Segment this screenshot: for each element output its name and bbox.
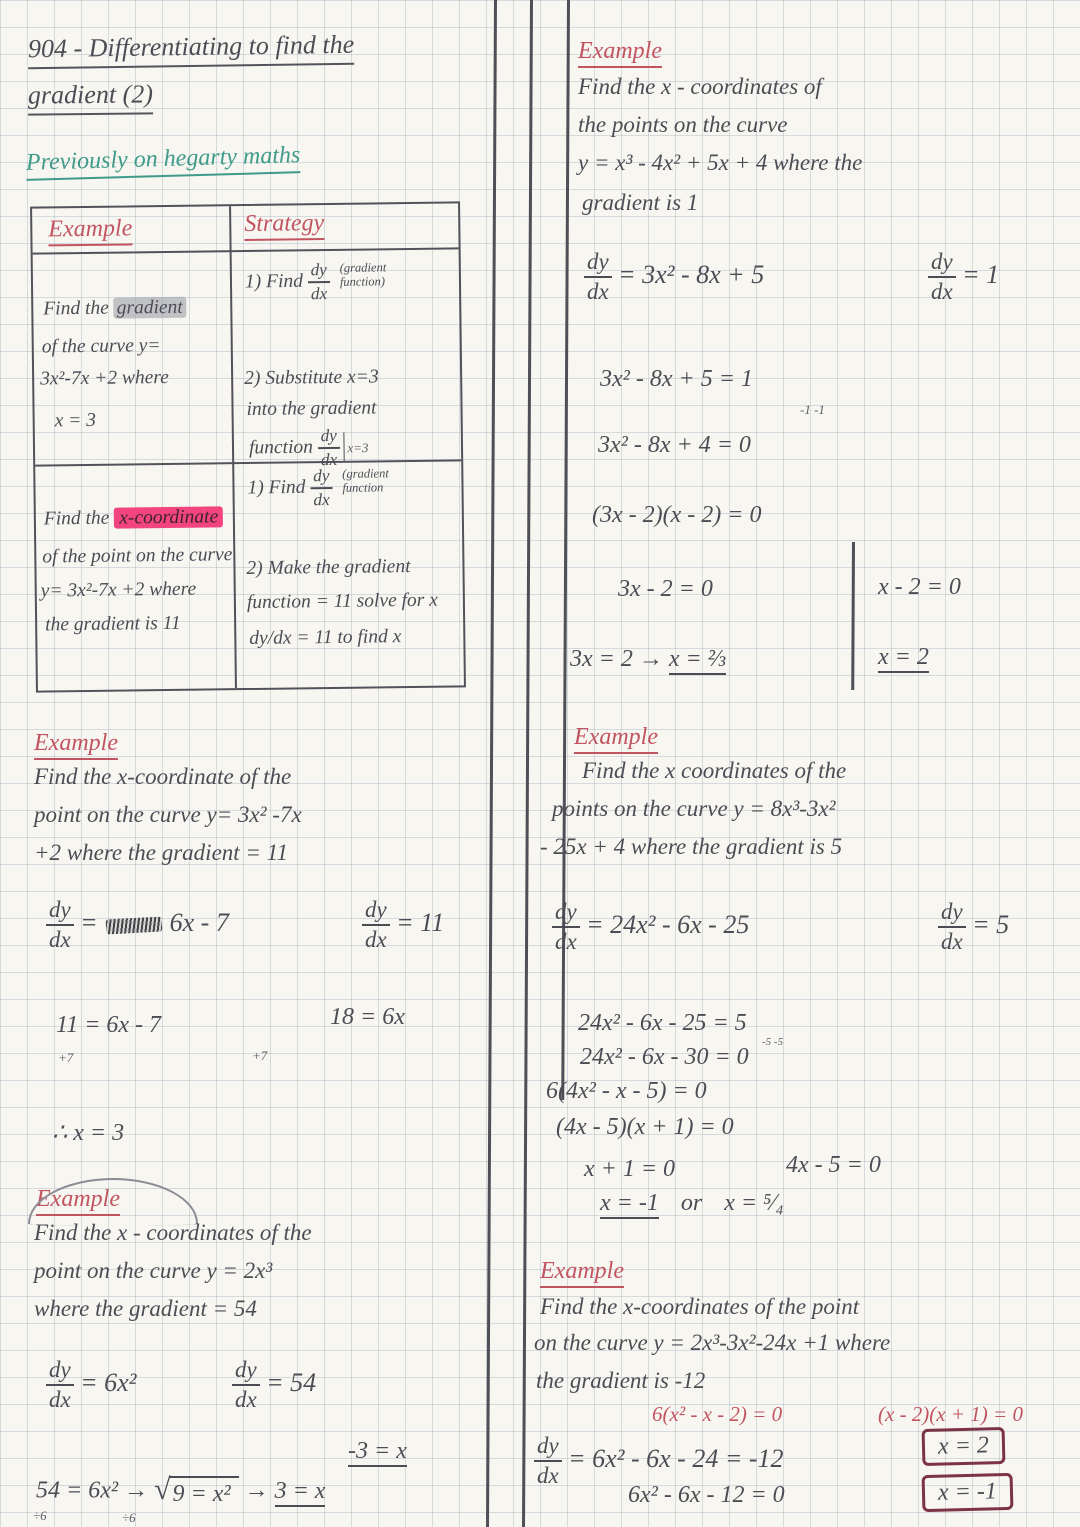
example-heading: Example bbox=[540, 1258, 624, 1288]
right2-case-right: 4x - 5 = 0 bbox=[786, 1152, 881, 1178]
table-header-example: Example bbox=[48, 215, 132, 246]
right3-derivative: $\frac{dy}{dx}$ = 6x² - 6x - 24 = -12 bbox=[534, 1434, 784, 1488]
row1-strategy-step1: 1) Find $\frac{dy}{dx}$ (gradient function) bbox=[244, 260, 387, 304]
dy-dx-fraction: $\frac{dy}{dx}$ bbox=[928, 250, 956, 304]
square-root: √ 9 = x² bbox=[154, 1476, 239, 1508]
example-heading: Example bbox=[578, 38, 662, 68]
right1-derivative: $\frac{dy}{dx}$ = 3x² - 8x + 5 bbox=[584, 250, 764, 304]
right2-line3: - 25x + 4 where the gradient is 5 bbox=[540, 834, 843, 859]
example1-line3: +2 where the gradient = 11 bbox=[34, 840, 288, 865]
row1-strategy-step2-line1: 2) Substitute x=3 bbox=[244, 366, 379, 390]
example1-step1-sub-left: +7 bbox=[58, 1050, 74, 1065]
pink-highlight: x-coordinate bbox=[114, 506, 223, 528]
dy-dx-fraction: $\frac{dy}{dx}$ bbox=[232, 1358, 260, 1412]
right1-step1: 3x² - 8x + 5 = 1 bbox=[600, 366, 753, 392]
row2-example-line2: of the point on the curve bbox=[42, 544, 233, 568]
example1-result: ∴ x = 3 bbox=[52, 1120, 125, 1146]
example1-line2: point on the curve y= 3x² -7x bbox=[34, 802, 302, 827]
example1-line1: Find the x-coordinate of the bbox=[34, 764, 292, 789]
table-header-divider bbox=[33, 247, 459, 255]
right3-line3: the gradient is -12 bbox=[536, 1368, 706, 1393]
right3-red-factor2: (x - 2)(x + 1) = 0 bbox=[878, 1402, 1023, 1426]
dy-dx-fraction: $\frac{dy}{dx}$ bbox=[46, 898, 74, 952]
row1-example-line4: x = 3 bbox=[54, 409, 97, 432]
dy-dx-fraction: $\frac{dy}{dx}$ bbox=[308, 261, 331, 303]
right2-condition: $\frac{dy}{dx}$ = 5 bbox=[938, 900, 1009, 954]
right2-case-left: x + 1 = 0 bbox=[584, 1156, 676, 1182]
x-equals-minus-one: x = -1 bbox=[600, 1190, 659, 1219]
right1-case-right: x - 2 = 0 bbox=[878, 574, 961, 600]
example2-line1: Find the x - coordinates of the bbox=[34, 1220, 312, 1245]
right2-step2: 24x² - 6x - 30 = 0 bbox=[580, 1044, 749, 1070]
gradient-function-note: (gradient function bbox=[342, 466, 389, 496]
example2-line2: point on the curve y = 2x³ bbox=[34, 1258, 273, 1283]
lesson-title-line-1: 904 - Differentiating to find the bbox=[28, 30, 355, 70]
row2-strategy-step2-line2: function = 11 solve for x bbox=[246, 589, 438, 614]
right3-step2: 6x² - 6x - 12 = 0 bbox=[628, 1482, 785, 1508]
dy-dx-fraction: $\frac{dy}{dx}$ bbox=[552, 900, 580, 954]
right3-red-factor1: 6(x² - x - 2) = 0 bbox=[652, 1402, 783, 1426]
example2-positive-result: 3 = x bbox=[275, 1478, 326, 1507]
x-equals-two-thirds: x = ⅔ bbox=[669, 646, 726, 675]
example2-derivative: $\frac{dy}{dx}$ = 6x² bbox=[46, 1358, 136, 1412]
right1-step3: (3x - 2)(x - 2) = 0 bbox=[592, 502, 762, 528]
example1-condition: $\frac{dy}{dx}$ = 11 bbox=[362, 898, 444, 952]
right2-step1: 24x² - 6x - 25 = 5 bbox=[578, 1010, 747, 1036]
right1-line4: gradient is 1 bbox=[582, 190, 699, 215]
row2-strategy-step1: 1) Find $\frac{dy}{dx}$ (gradient function bbox=[247, 466, 389, 510]
dy-dx-fraction: $\frac{dy}{dx}$ bbox=[938, 900, 966, 954]
right2-step4: (4x - 5)(x + 1) = 0 bbox=[556, 1114, 734, 1140]
dy-dx-fraction: $\frac{dy}{dx}$ bbox=[362, 898, 390, 952]
row2-strategy-step2-line3: dy/dx = 11 to find x bbox=[249, 626, 402, 649]
evaluated-at-value: x=3 bbox=[347, 439, 369, 456]
example2-divide-right: ÷6 bbox=[122, 1510, 136, 1525]
example1-step1: 11 = 6x - 7 bbox=[56, 1012, 162, 1038]
right2-solutions: x = -1 or x = ⁵⁄₄ bbox=[600, 1190, 784, 1217]
row2-example-line4: the gradient is 11 bbox=[45, 612, 181, 636]
row2-example-line1: Find the x-coordinate bbox=[44, 506, 224, 530]
right2-step1-sub: -5 -5 bbox=[762, 1036, 784, 1048]
right2-derivative: $\frac{dy}{dx}$ = 24x² - 6x - 25 bbox=[552, 900, 749, 954]
row2-example-line3: y= 3x²-7x +2 where bbox=[40, 578, 197, 602]
example1-step1-sub-right: +7 bbox=[252, 1048, 268, 1063]
example-heading: Example bbox=[574, 724, 658, 754]
right1-step2: 3x² - 8x + 4 = 0 bbox=[598, 432, 751, 458]
x-equals-five-quarters: x = ⁵⁄₄ bbox=[724, 1190, 784, 1216]
boxed-answer-x-equals-minus-1: x = -1 bbox=[922, 1473, 1014, 1512]
gradient-function-note: (gradient function) bbox=[339, 260, 387, 290]
grey-highlight: gradient bbox=[114, 297, 186, 319]
right1-line1: Find the x - coordinates of bbox=[578, 74, 822, 99]
dy-dx-fraction: $\frac{dy}{dx}$ bbox=[310, 467, 333, 509]
example-heading: Example bbox=[34, 730, 118, 760]
margin-line-1 bbox=[486, 0, 497, 1527]
example2-line3: where the gradient = 54 bbox=[34, 1296, 257, 1321]
row2-strategy-step2-line1: 2) Make the gradient bbox=[246, 556, 411, 580]
row1-example-line1: Find the gradient bbox=[43, 297, 186, 321]
recap-note: Previously on hegarty maths bbox=[26, 142, 301, 181]
scribbled-out-term bbox=[105, 916, 162, 934]
right1-line2: the points on the curve bbox=[578, 112, 788, 137]
dy-dx-fraction: $\frac{dy}{dx}$ bbox=[318, 427, 341, 469]
example2-solve-chain: 54 = 6x² → √ 9 = x² → 3 = x bbox=[36, 1473, 326, 1507]
case-divider-line bbox=[851, 542, 854, 690]
evaluated-at-bar: | bbox=[340, 428, 347, 465]
right1-condition: $\frac{dy}{dx}$ = 1 bbox=[928, 250, 999, 304]
row1-strategy-step2-line2: into the gradient bbox=[246, 397, 377, 421]
boxed-answer-x-equals-2: x = 2 bbox=[922, 1427, 1006, 1466]
example2-divide-left: ÷6 bbox=[33, 1508, 47, 1523]
right2-line1: Find the x coordinates of the bbox=[582, 758, 847, 783]
right1-step1-sub: -1 -1 bbox=[800, 402, 825, 417]
x-equals-two: x = 2 bbox=[878, 644, 929, 673]
right3-line2: on the curve y = 2x³-3x²-24x +1 where bbox=[534, 1330, 891, 1355]
right2-line2: points on the curve y = 8x³-3x² bbox=[552, 796, 836, 821]
example1-step2: 18 = 6x bbox=[330, 1004, 405, 1030]
example2-condition: $\frac{dy}{dx}$ = 54 bbox=[232, 1358, 316, 1412]
table-column-divider bbox=[229, 206, 237, 688]
right3-line1: Find the x-coordinates of the point bbox=[540, 1294, 860, 1319]
example1-derivative: $\frac{dy}{dx}$ = 6x - 7 bbox=[46, 898, 229, 952]
dy-dx-fraction: $\frac{dy}{dx}$ bbox=[46, 1358, 74, 1412]
row1-example-line3: 3x²-7x +2 where bbox=[40, 366, 170, 390]
lesson-title-line-2: gradient (2) bbox=[28, 79, 153, 115]
recap-table bbox=[30, 201, 466, 692]
right1-case-left: 3x - 2 = 0 bbox=[618, 576, 713, 602]
right2-step3: 6(4x² - x - 5) = 0 bbox=[546, 1078, 707, 1104]
right1-solution-left: 3x = 2 → x = ⅔ bbox=[570, 646, 726, 673]
dy-dx-fraction: $\frac{dy}{dx}$ bbox=[534, 1434, 562, 1488]
example-heading: Example bbox=[36, 1186, 120, 1216]
table-header-strategy: Strategy bbox=[244, 210, 324, 241]
margin-line-2 bbox=[522, 0, 533, 1527]
example2-negative-result: -3 = x bbox=[348, 1438, 407, 1467]
dy-dx-fraction: $\frac{dy}{dx}$ bbox=[584, 250, 612, 304]
right1-line3: y = x³ - 4x² + 5x + 4 where the bbox=[578, 150, 863, 175]
row1-strategy-step2-line3: function $\frac{dy}{dx}$ |x=3 bbox=[248, 425, 369, 470]
row1-example-line2: of the curve y= bbox=[41, 335, 161, 358]
